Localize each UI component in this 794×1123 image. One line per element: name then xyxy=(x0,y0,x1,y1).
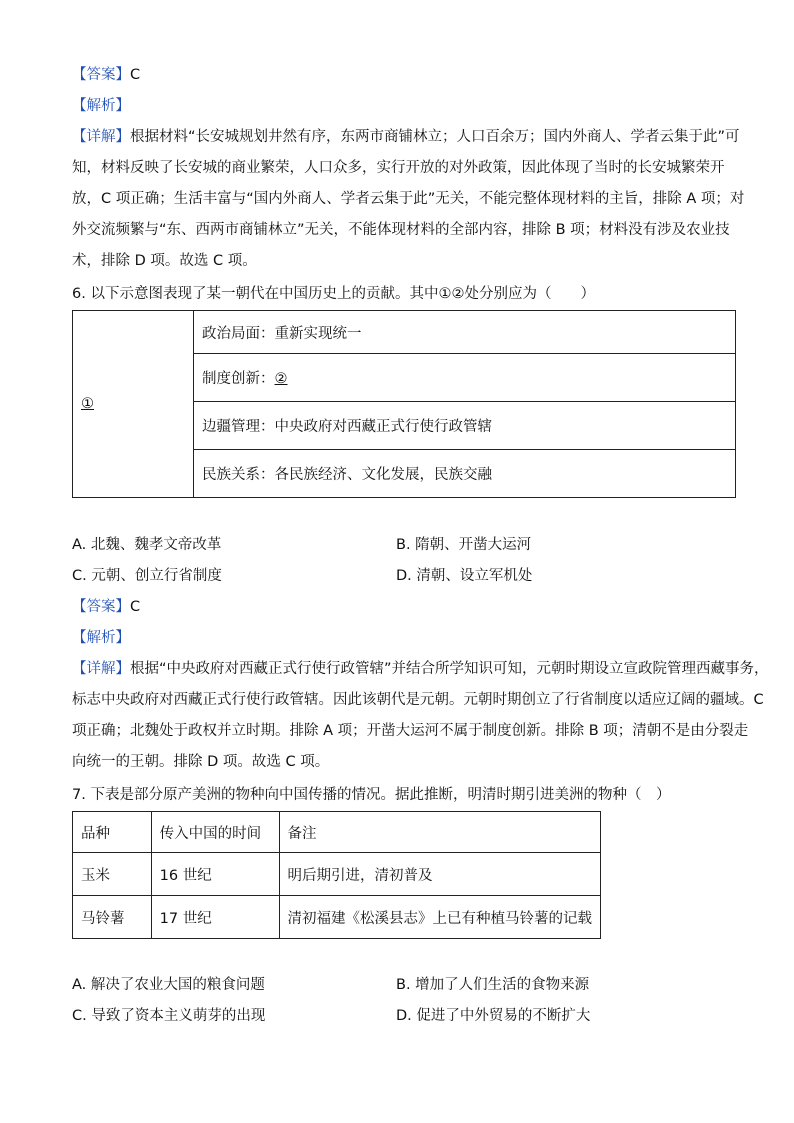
q7-cell: 17 世纪 xyxy=(151,896,279,939)
q7-header-cell: 备注 xyxy=(279,812,601,853)
q7-cell: 马铃薯 xyxy=(73,896,152,939)
q6-option-d: D. 清朝、设立军机处 xyxy=(396,568,533,584)
q6-option-c: C. 元朝、创立行省制度 xyxy=(72,568,222,584)
q6-analysis-line xyxy=(72,623,736,654)
detail-text: 根据“中央政府对西藏正式行使行政管辖”并结合所学知识可知，元朝时期设立宣政院管理西藏事务， xyxy=(130,661,769,677)
q6-stem: 6. 以下示意图表现了某一朝代在中国历史上的贡献。其中①②处分别应为（ ） xyxy=(72,286,595,302)
q6-row-2-label: 制度创新： xyxy=(202,371,275,387)
q5-detail-line-3: 放，C 项正确；生活丰富与“国内外商人、学者云集于此”无关，不能完整体现材料的主旨，排除 A 项；对 xyxy=(72,191,745,207)
answer-tag: 【答案】 xyxy=(72,599,130,615)
table-row xyxy=(73,896,601,939)
q6-option-b: B. 隋朝、开凿大运河 xyxy=(396,537,532,553)
q7-option-a: A. 解决了农业大国的粮食问题 xyxy=(72,977,265,993)
q6-option-a: A. 北魏、魏孝文帝改革 xyxy=(72,537,222,553)
q6-detail-line-4: 向统一的王朝。排除 D 项。故选 C 项。 xyxy=(72,754,330,770)
q6-detail-line-3: 项正确；北魏处于政权并立时期。排除 A 项；开凿大运河不属于制度创新。排除 B 项；清朝不是由分裂走 xyxy=(72,723,749,739)
blank-2: ② xyxy=(274,371,288,387)
q7-cell: 玉米 xyxy=(73,853,152,896)
detail-tag: 【详解】 xyxy=(72,129,130,145)
q7-header-cell: 品种 xyxy=(73,812,152,853)
q5-analysis-line xyxy=(72,91,736,122)
q7-stem-block xyxy=(72,780,736,811)
q6-solution xyxy=(72,592,769,778)
q5-solution xyxy=(72,60,745,277)
q7-cell: 16 世纪 xyxy=(151,853,279,896)
q7-option-d: D. 促进了中外贸易的不断扩大 xyxy=(396,1008,591,1024)
q7-header-cell: 传入中国的时间 xyxy=(151,812,279,853)
answer-value: C xyxy=(130,599,141,615)
q6-left-cell xyxy=(73,311,194,498)
q7-stem: 7. 下表是部分原产美洲的物种向中国传播的情况。据此推断，明清时期引进美洲的物种（ ） xyxy=(72,787,671,803)
q5-detail-line-1 xyxy=(72,122,740,153)
q6-detail-line-1 xyxy=(72,654,769,685)
q5-answer-line xyxy=(72,60,736,91)
blank-1: ① xyxy=(81,396,94,412)
q6-row-4: 民族关系：各民族经济、文化发展，民族交融 xyxy=(194,450,736,498)
q6-diagram-table xyxy=(72,310,736,498)
answer-value: C xyxy=(130,67,141,83)
q6-detail-line-2: 标志中央政府对西藏正式行使行政管辖。因此该朝代是元朝。元朝时期创立了行省制度以适应辽阔的疆域。C xyxy=(72,692,764,708)
q6-answer-line xyxy=(72,592,736,623)
q6-row-1: 政治局面：重新实现统一 xyxy=(194,311,736,354)
q7-options-row-1 xyxy=(72,970,736,1001)
q7-option-c: C. 导致了资本主义萌芽的出现 xyxy=(72,1008,266,1024)
analysis-tag: 【解析】 xyxy=(72,98,130,114)
detail-text: 根据材料“长安城规划井然有序，东两市商铺林立；人口百余万；国内外商人、学者云集于此”可 xyxy=(130,129,740,145)
q5-detail-line-5: 术，排除 D 项。故选 C 项。 xyxy=(72,253,257,269)
q7-option-b: B. 增加了人们生活的食物来源 xyxy=(396,977,590,993)
q6-stem-block xyxy=(72,279,736,310)
q6-options-row-1 xyxy=(72,530,736,561)
analysis-tag: 【解析】 xyxy=(72,630,130,646)
detail-tag: 【详解】 xyxy=(72,661,130,677)
q7-cell: 明后期引进，清初普及 xyxy=(279,853,601,896)
q6-options-row-2 xyxy=(72,561,736,592)
q7-cell: 清初福建《松溪县志》上已有种植马铃薯的记载 xyxy=(279,896,601,939)
q7-table xyxy=(72,811,601,939)
table-row xyxy=(73,853,601,896)
q7-options-row-2 xyxy=(72,1001,736,1032)
q6-row-2 xyxy=(194,354,736,402)
q6-row-3: 边疆管理：中央政府对西藏正式行使行政管辖 xyxy=(194,402,736,450)
answer-tag: 【答案】 xyxy=(72,67,130,83)
q5-detail-line-2: 知，材料反映了长安城的商业繁荣，人口众多，实行开放的对外政策，因此体现了当时的长安城繁荣开 xyxy=(72,160,725,176)
q5-detail-line-4: 外交流频繁与“东、西两市商铺林立”无关，不能体现材料的全部内容，排除 B 项；材料没有涉及农业技 xyxy=(72,222,730,238)
